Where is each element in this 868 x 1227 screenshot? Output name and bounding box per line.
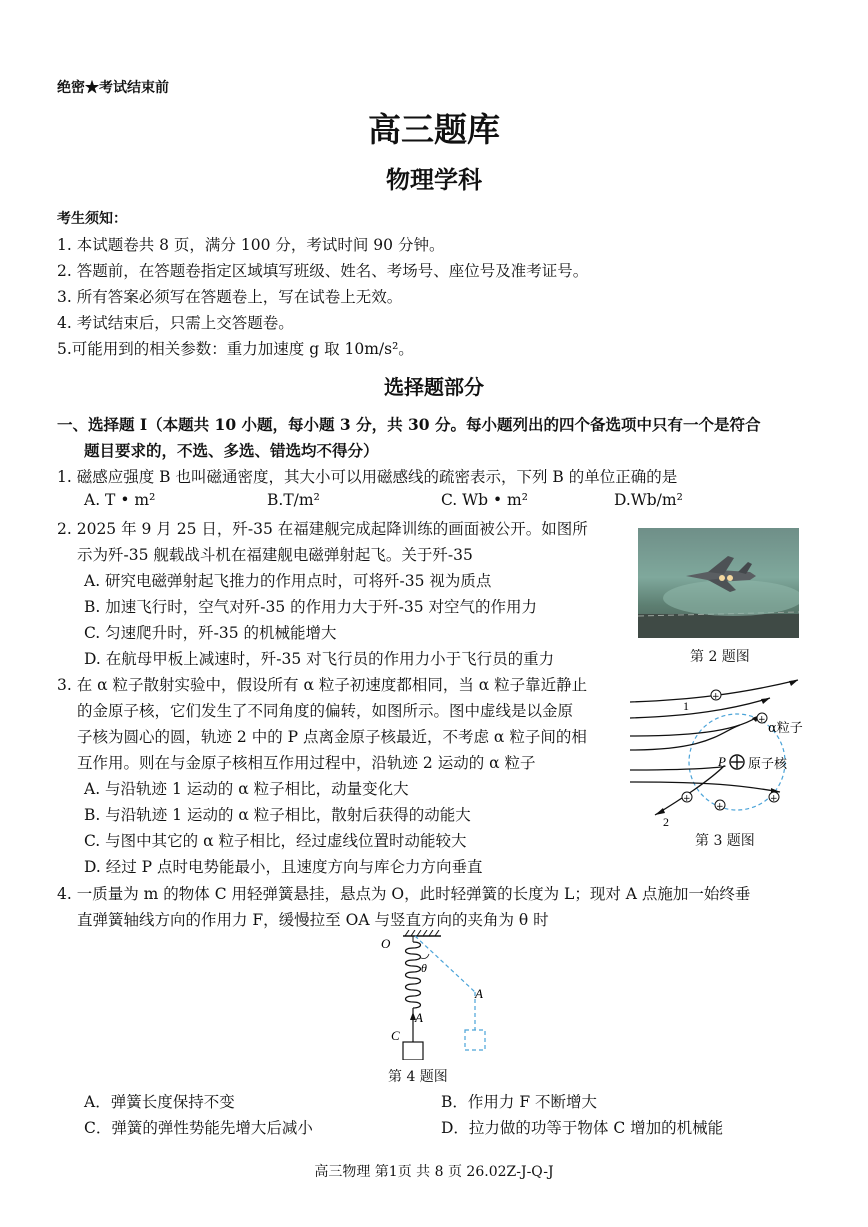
notice-item: 2. 答题前，在答题卷指定区域填写班级、姓名、考场号、座位号及准考证号。 [57,262,589,280]
figure-2-caption: 第 2 题图 [690,649,750,665]
nucleus-label: 原子核 [748,757,788,772]
section-title: 选择题部分 [384,375,484,399]
q3-option-d: D. 经过 P 点时电势能最小，且速度方向与库仑力方向垂直 [84,858,483,876]
point-p-label: P [718,754,726,769]
q3-option-b: B. 与沿轨迹 1 运动的 α 粒子相比，散射后获得的动能大 [84,806,471,824]
trajectory-1-label: 1 [683,699,689,713]
trajectory-2-label: 2 [663,815,669,829]
spring-diagram [375,930,495,1060]
question-4-stem: 4. 一质量为 m 的物体 C 用轻弹簧悬挂，悬点为 O，此时轻弹簧的长度为 L；现对 A 点施加一始终垂 [57,885,751,903]
q4-option-b: B．作用力 F 不断增大 [441,1093,597,1111]
question-1-stem: 1. 磁感应强度 B 也叫磁通密度，其大小可以用磁感线的疏密表示，下列 B 的单位正确的是 [57,468,678,486]
fighter-jet-photo [638,528,799,638]
alpha-particle-label: α粒子 [768,721,803,736]
q2-option-c: C. 匀速爬升时，歼-35 的机械能增大 [84,624,337,642]
q1-option-c: C. Wb • m² [441,491,528,509]
question-3-stem: 3. 在 α 粒子散射实验中，假设所有 α 粒子初速度都相同，当 α 粒子靠近静止 [57,676,588,694]
notice-item: 1. 本试题卷共 8 页，满分 100 分，考试时间 90 分钟。 [57,236,445,254]
question-4-stem: 直弹簧轴线方向的作用力 F，缓慢拉至 OA 与竖直方向的夹角为 θ 时 [77,911,549,929]
notice-heading: 考生须知： [57,211,127,227]
alpha-scattering-diagram [630,670,830,830]
q2-option-a: A. 研究电磁弹射起飞推力的作用点时，可将歼-35 视为质点 [84,572,492,590]
q1-option-b: B.T/m² [267,491,320,509]
part-instructions: 题目要求的，不选、多选、错选均不得分） [84,441,379,460]
secret-label: 绝密★考试结束前 [57,80,169,96]
notice-item: 3. 所有答案必须写在答题卷上，写在试卷上无效。 [57,288,403,306]
page-footer: 高三物理 第1页 共 8 页 26.02Z-J-Q-J [314,1164,554,1180]
notice-item: 4. 考试结束后，只需上交答题卷。 [57,314,294,332]
object-c-label: C [391,1028,400,1043]
q2-option-d: D. 在航母甲板上减速时，歼-35 对飞行员的作用力小于飞行员的重力 [84,650,555,668]
q2-option-b: B. 加速飞行时，空气对歼-35 的作用力大于歼-35 对空气的作用力 [84,598,538,616]
question-3-stem: 子核为圆心的圆，轨迹 2 中的 P 点离金原子核最近，不考虑 α 粒子间的相 [77,728,587,746]
q4-option-c: C．弹簧的弹性势能先增大后减小 [84,1119,313,1137]
question-2-stem: 2. 2025 年 9 月 25 日，歼-35 在福建舰完成起降训练的画面被公开。如图所 [57,520,588,538]
point-o-label: O [381,936,391,951]
q4-option-a: A．弹簧长度保持不变 [84,1093,235,1111]
svg-text:+: + [712,692,720,702]
q3-option-a: A. 与沿轨迹 1 运动的 α 粒子相比，动量变化大 [84,780,409,798]
figure-3-caption: 第 3 题图 [695,833,755,849]
svg-text:+: + [770,794,778,804]
question-3-stem: 的金原子核，它们发生了不同角度的偏转，如图所示。图中虚线是以金原 [77,702,574,720]
svg-text:+: + [758,715,766,725]
theta-label: θ [421,961,427,975]
exam-subtitle: 物理学科 [386,165,482,194]
exam-title: 高三题库 [368,110,500,149]
notice-item: 5.可能用到的相关参数：重力加速度 g 取 10m/s²。 [57,340,414,358]
q3-option-c: C. 与图中其它的 α 粒子相比，经过虚线位置时动能较大 [84,832,467,850]
svg-text:+: + [683,794,691,804]
q4-option-d: D．拉力做的功等于物体 C 增加的机械能 [441,1119,724,1137]
part-instructions: 一、选择题 I（本题共 10 小题，每小题 3 分，共 30 分。每小题列出的四个备选项中只有一个是符合 [57,415,761,434]
figure-4-caption: 第 4 题图 [388,1069,448,1085]
point-a-label: A [475,986,483,1001]
question-2-stem: 示为歼-35 舰载战斗机在福建舰电磁弹射起飞。关于歼-35 [77,546,473,564]
point-a-label: A [415,1010,423,1025]
svg-text:+: + [716,802,724,812]
q1-option-d: D.Wb/m² [614,491,683,509]
q1-option-a: A. T • m² [84,491,156,509]
question-3-stem: 互作用。则在与金原子核相互作用过程中，沿轨迹 2 运动的 α 粒子 [77,754,536,772]
